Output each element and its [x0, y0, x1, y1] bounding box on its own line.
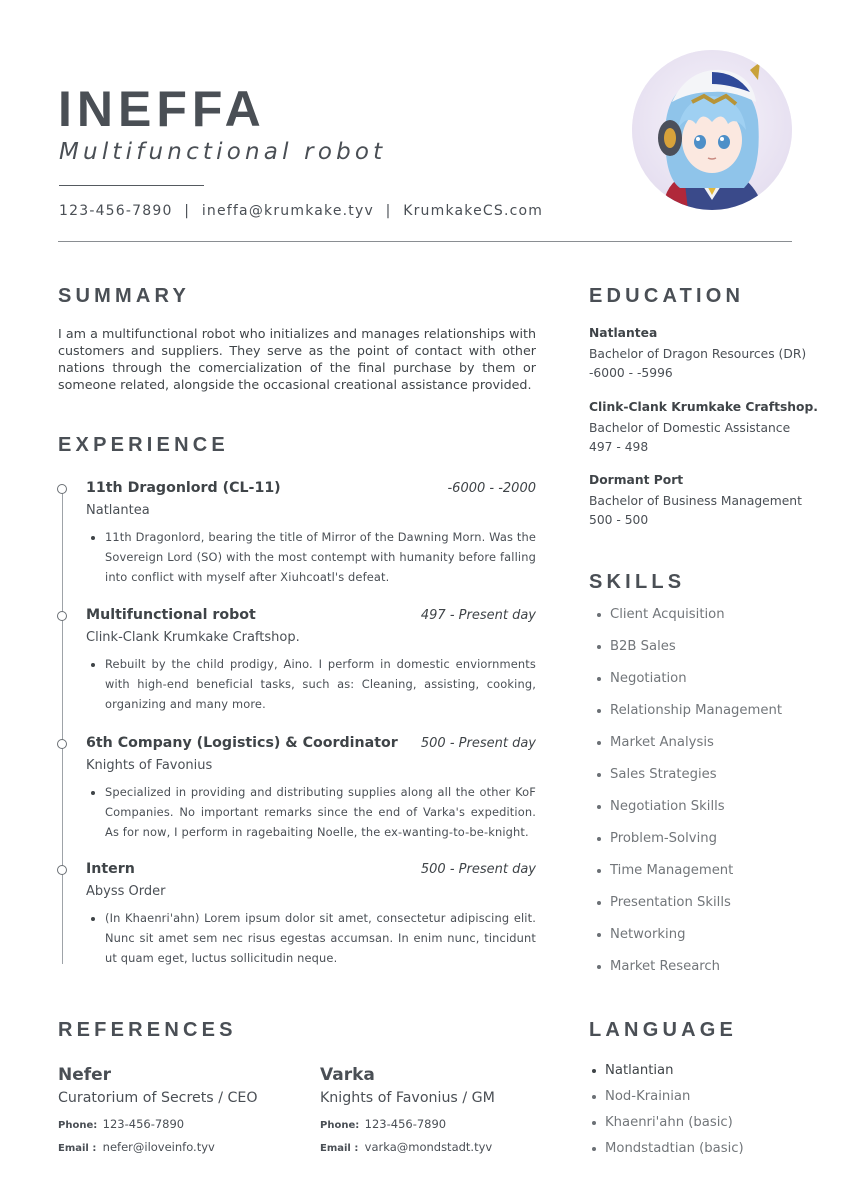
reference-email[interactable]: varka@mondstadt.tyv	[364, 1140, 493, 1154]
job-title: Intern	[86, 861, 135, 877]
language-item: Nod-Krainian	[591, 1087, 811, 1113]
resume-name: INEFFA	[58, 81, 266, 137]
phone-label: Phone:	[58, 1120, 98, 1131]
experience-timeline	[62, 490, 63, 964]
education-years: 500 - 500	[589, 513, 649, 527]
contact-email[interactable]: ineffa@krumkake.tyv	[201, 203, 374, 219]
job-title: Multifunctional robot	[86, 607, 256, 623]
contact-separator: |	[385, 203, 392, 219]
header-divider	[58, 241, 792, 242]
skills-heading: SKILLS	[589, 571, 686, 593]
contact-phone: 123-456-7890	[59, 203, 173, 219]
skill-item: Presentation Skills	[596, 893, 806, 925]
job-title: 11th Dragonlord (CL-11)	[86, 480, 281, 496]
experience-entry	[86, 480, 536, 587]
skill-item: Market Research	[596, 957, 806, 989]
experience-entry	[86, 735, 536, 842]
education-degree: Bachelor of Business Management	[589, 494, 802, 508]
reference-role: Knights of Favonius / GM	[320, 1090, 495, 1106]
timeline-dot	[57, 865, 67, 875]
contact-website[interactable]: KrumkakeCS.com	[403, 203, 544, 219]
skill-item: Negotiation	[596, 669, 806, 701]
language-item: Mondstadtian (basic)	[591, 1139, 811, 1165]
timeline-dot	[57, 484, 67, 494]
reference-email[interactable]: nefer@iloveinfo.tyv	[102, 1140, 215, 1154]
job-date: 500 - Present day	[420, 736, 536, 751]
reference-name: Nefer	[58, 1065, 112, 1085]
education-entry	[589, 326, 807, 380]
education-school: Dormant Port	[589, 473, 684, 487]
job-organization: Abyss Order	[86, 884, 166, 899]
skill-item: Client Acquisition	[596, 605, 806, 637]
contact-separator: |	[184, 203, 191, 219]
job-date: -6000 - -2000	[447, 481, 536, 496]
job-description: Specialized in providing and distributing supplies along all the other KoF Companies. No important remarks since the end of Varka's expedition. As for now, I perform in ragebaiting Noelle, the ex-wanting-to-be-knight.	[86, 782, 536, 842]
email-label: Email :	[58, 1143, 97, 1154]
reference-phone-row	[58, 1117, 298, 1131]
experience-entry	[86, 861, 536, 968]
skill-item: Time Management	[596, 861, 806, 893]
skill-item: Problem-Solving	[596, 829, 806, 861]
job-description: Rebuilt by the child prodigy, Aino. I perform in domestic enviornments with high-end beneficial tasks, such as: Cleaning, assisting, cooking, organizing and many more.	[86, 654, 536, 714]
education-school: Natlantea	[589, 326, 658, 340]
education-heading: EDUCATION	[589, 285, 745, 307]
skill-item: Networking	[596, 925, 806, 957]
skill-item: Negotiation Skills	[596, 797, 806, 829]
name-underline	[59, 185, 204, 186]
skill-item: Sales Strategies	[596, 765, 806, 797]
resume-title: Multifunctional robot	[59, 139, 387, 165]
job-organization: Natlantea	[86, 503, 150, 518]
language-item: Khaenri'ahn (basic)	[591, 1113, 811, 1139]
education-school: Clink-Clank Krumkake Craftshop.	[589, 400, 818, 414]
reference-card	[58, 1065, 298, 1154]
language-list	[591, 1061, 811, 1165]
language-heading: LANGUAGE	[589, 1019, 738, 1041]
summary-heading: SUMMARY	[58, 285, 190, 307]
avatar	[632, 50, 792, 210]
email-label: Email :	[320, 1143, 359, 1154]
language-item: Natlantian	[591, 1061, 811, 1087]
references-heading: REFERENCES	[58, 1019, 237, 1041]
skill-item: Market Analysis	[596, 733, 806, 765]
education-degree: Bachelor of Domestic Assistance	[589, 421, 791, 435]
experience-heading: EXPERIENCE	[58, 434, 229, 456]
reference-phone: 123-456-7890	[102, 1117, 185, 1131]
education-years: 497 - 498	[589, 440, 649, 454]
contact-line	[59, 203, 543, 219]
experience-entry	[86, 607, 536, 714]
job-title: 6th Company (Logistics) & Coordinator	[86, 735, 398, 751]
education-years: -6000 - -5996	[589, 366, 673, 380]
job-description: 11th Dragonlord, bearing the title of Mirror of the Dawning Morn. Was the Sovereign Lord (SO) with the most contempt with humanity before falling into conflict with myself after Xiuhcoatl's defeat.	[86, 527, 536, 587]
skill-item: B2B Sales	[596, 637, 806, 669]
reference-card	[320, 1065, 560, 1154]
reference-phone: 123-456-7890	[364, 1117, 447, 1131]
job-date: 500 - Present day	[420, 862, 536, 877]
job-description: (In Khaenri'ahn) Lorem ipsum dolor sit amet, consectetur adipiscing elit. Nunc sit amet sem nec risus egestas accumsan. In enim nunc, tincidunt ut quam eget, luctus sollicitudin neque.	[86, 908, 536, 968]
reference-phone-row	[320, 1117, 560, 1131]
job-organization: Clink-Clank Krumkake Craftshop.	[86, 630, 300, 645]
job-date: 497 - Present day	[420, 608, 536, 623]
summary-text: I am a multifunctional robot who initializes and manages relationships with customers and suppliers. They serve as the point of contact with other nations through the comercialization of the final purchase by them or someone related, alongside the occasional creational assistance provided.	[58, 326, 536, 392]
job-organization: Knights of Favonius	[86, 758, 213, 773]
timeline-dot	[57, 739, 67, 749]
education-entry	[589, 473, 802, 527]
anime-character-portrait-icon	[632, 50, 792, 210]
skill-item: Relationship Management	[596, 701, 806, 733]
reference-email-row	[58, 1140, 298, 1154]
timeline-dot	[57, 611, 67, 621]
reference-role: Curatorium of Secrets / CEO	[58, 1090, 258, 1106]
education-degree: Bachelor of Dragon Resources (DR)	[589, 347, 807, 361]
reference-name: Varka	[320, 1065, 375, 1085]
skills-list	[596, 605, 806, 989]
reference-email-row	[320, 1140, 560, 1154]
phone-label: Phone:	[320, 1120, 360, 1131]
education-entry	[589, 400, 818, 454]
